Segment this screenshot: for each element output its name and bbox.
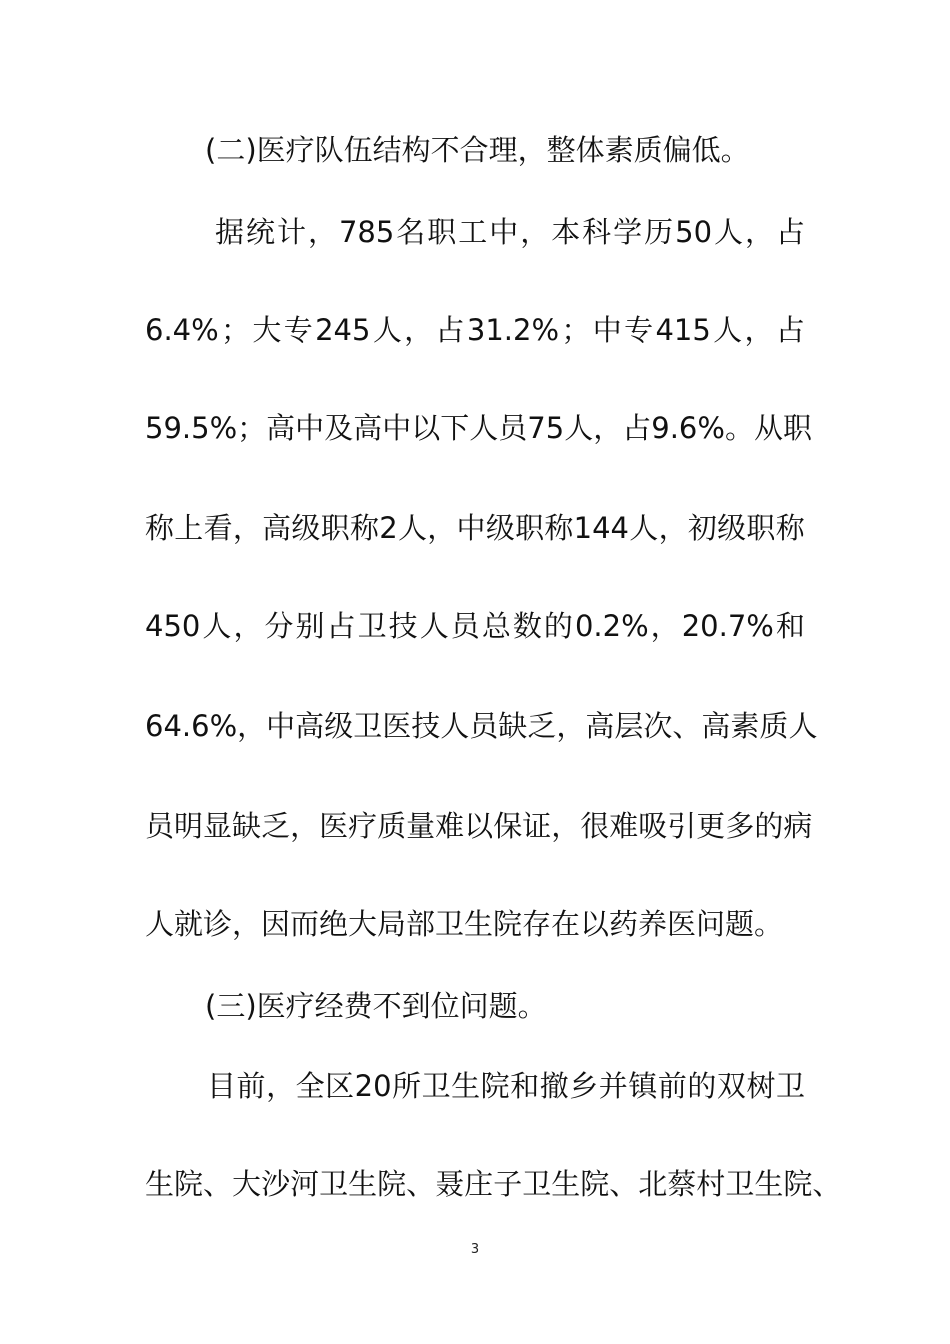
paragraph-line: 59.5% ； 高 中 及 高 中 以 下 人 员 75 人 ， 占 9.6% 。 从 职 — [145, 411, 812, 445]
paragraph-line: 生 院 、 大 沙 河 卫 生 院 、 聂 庄 子 卫 生 院 、 北 蔡 村 卫 生 院 、 — [145, 1167, 842, 1201]
paragraph-line: 人就诊，因而绝大局部卫生院存在以药养医问题。 — [145, 907, 784, 941]
paragraph-line: 6.4% ； 大 专 245 人 ， 占 31.2% ； 中 专 415 人 ， 占 — [145, 313, 805, 347]
page-number: 3 — [470, 1242, 480, 1257]
paragraph-line: 员 明 显 缺 乏 ， 医 疗 质 量 难 以 保 证 ， 很 难 吸 引 更 多 的 病 — [145, 809, 813, 843]
section-heading-2: (二)医疗队伍结构不合理，整体素质偏低。 — [205, 133, 750, 167]
paragraph-line: 64.6% ， 中 高 级 卫 医 技 人 员 缺 乏 ， 高 层 次 、 高 素 质 人 — [145, 709, 818, 743]
paragraph-line: 据 统 计 ， 785 名 职 工 中 ， 本 科 学 历 50 人 ， 占 — [215, 215, 805, 249]
section-heading-3: (三)医疗经费不到位问题。 — [205, 989, 547, 1023]
paragraph-line: 称 上 看 ， 高 级 职 称 2 人 ， 中 级 职 称 144 人 ， 初 级 职 称 — [145, 511, 805, 545]
paragraph-line: 450 人 ， 分 别 占 卫 技 人 员 总 数 的 0.2% ， 20.7% 和 — [145, 609, 805, 643]
paragraph-line: 目 前 ， 全 区 20 所 卫 生 院 和 撤 乡 并 镇 前 的 双 树 卫 — [207, 1069, 805, 1103]
